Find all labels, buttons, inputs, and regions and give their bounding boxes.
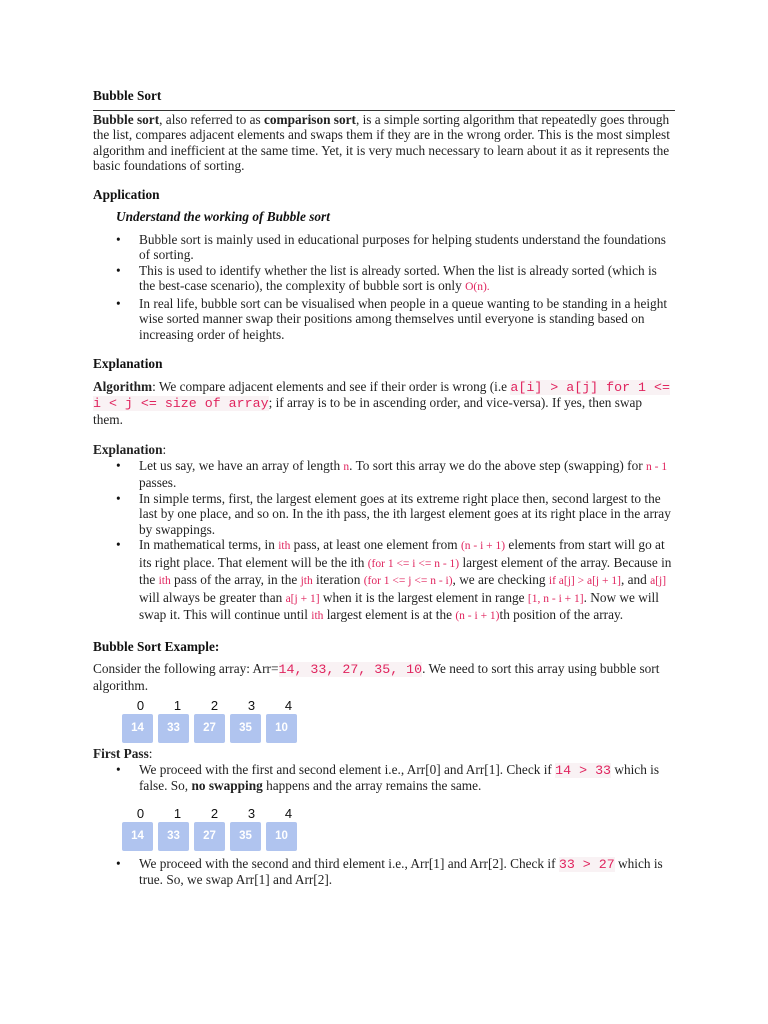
list-item: • In real life, bubble sort can be visualised when people in a queue wanting to be standing in a height wise sorted manner swap their positions among themselves until everyone is standing based on increasing order of heights. [139, 296, 675, 343]
intro-text: , also referred to as [159, 111, 264, 127]
list-item [139, 762, 675, 794]
list-item [139, 537, 675, 625]
heading-colon: : [162, 442, 167, 457]
item-text: This is used to identify whether the list is already sorted. When the list is already sorted (which is the best-case scenario), the complexity of bubble sort is only [139, 262, 657, 293]
article-content [93, 88, 675, 888]
array-index: 0 [136, 698, 145, 713]
array-diagram [122, 698, 675, 743]
item-text: iteration [312, 572, 364, 587]
array-index: 1 [173, 698, 182, 713]
item-text: largest element of the array. Because in the [139, 554, 672, 587]
inline-code: jth [300, 575, 313, 587]
algorithm-code: a[i] > a[j] for 1 <= i < j <= size of array [93, 379, 670, 411]
array-diagram [122, 806, 675, 851]
array-cell: 10 [266, 714, 297, 743]
array-cell: 14 [122, 822, 153, 851]
item-text: We proceed with the first and second element i.e., Arr[0] and Arr[1]. Check if [139, 761, 556, 777]
array-index: 1 [173, 805, 182, 821]
heading-colon: : [148, 746, 153, 761]
array-cell: 14 [122, 714, 153, 743]
array-index: 2 [210, 698, 219, 713]
array-cell: 27 [194, 822, 225, 851]
first-pass-list [93, 762, 675, 794]
inline-code: (for 1 <= i <= n - 1) [367, 557, 460, 570]
inline-code: a[j + 1] [285, 592, 320, 605]
inline-code: (n - i + 1) [460, 540, 506, 552]
array-indices [122, 698, 675, 714]
inline-code: n - 1 [646, 460, 668, 473]
array-cell: 27 [194, 714, 225, 743]
inline-code: if a[j] > a[j + 1] [548, 575, 621, 587]
inline-code: [1, n - i + 1] [527, 592, 584, 605]
item-text: th position of the array. [499, 607, 624, 622]
list-item: • In simple terms, first, the largest element goes at its extreme right place then, second largest to the last by one place, and so on. In the ith pass, the ith largest element goes at its right place in the array by swappings. [139, 491, 675, 538]
first-pass-heading: First Pass [93, 746, 149, 761]
item-text: will always be greater than [139, 589, 286, 605]
inline-code: (n - i + 1) [455, 610, 500, 622]
first-pass-list-continued [93, 856, 675, 888]
explanation2-heading: Explanation [93, 442, 163, 457]
item-text: passes. [139, 475, 177, 490]
explanation-list [93, 458, 675, 625]
no-swapping-bold: no swapping [191, 778, 263, 793]
item-text: We proceed with the second and third element i.e., Arr[1] and Arr[2]. Check if [139, 855, 559, 871]
inline-code: ith [158, 575, 171, 587]
array-cell: 10 [266, 822, 297, 851]
explanation-heading: Explanation [93, 356, 163, 371]
array-index: 2 [210, 805, 219, 821]
page-title: Bubble Sort [93, 88, 675, 111]
array-index: 4 [284, 698, 293, 713]
example-text: Consider the following array: Arr= [93, 661, 279, 676]
item-text: Let us say, we have an array of length [139, 457, 344, 473]
array-cells [122, 822, 675, 851]
item-text: happens and the array remains the same. [262, 778, 482, 793]
item-text: In mathematical terms, in [139, 537, 279, 552]
array-index: 3 [247, 805, 256, 821]
item-text: which is true. So, we swap Arr[1] and Arr[2]. [139, 855, 663, 887]
array-cells [122, 714, 675, 743]
explanation2-heading-line [93, 442, 675, 458]
inline-code: 14 > 33 [555, 762, 612, 778]
array-index: 0 [136, 805, 145, 821]
list-item: • Bubble sort is mainly used in educational purposes for helping students understand the foundations of sorting. [139, 232, 675, 263]
array-cell: 33 [158, 822, 189, 851]
example-array-code: 14, 33, 27, 35, 10 [278, 662, 423, 677]
example-text: . We need to sort this array using bubble sort algorithm. [93, 661, 660, 693]
inline-code: a[j] [650, 575, 667, 587]
inline-code: ith [311, 610, 324, 622]
array-indices [122, 806, 675, 822]
item-text: pass, at least one element from [290, 537, 461, 552]
item-text: pass of the array, in the [170, 572, 301, 587]
application-heading: Application [93, 186, 160, 202]
item-text: . To sort this array we do the above step (swapping) for [349, 457, 646, 473]
array-cell: 35 [230, 714, 261, 743]
intro-text: , is a simple sorting algorithm that repeatedly goes through the list, compares adjacent elements and swaps them if they are in the wrong order. This is the most simplest algorithm and inefficient at the same time. Yet, it is very much necessary to learn about it as it represents the basic foundations of sorting. [93, 111, 670, 173]
item-text: which is false. So, [139, 761, 660, 793]
array-cell: 35 [230, 822, 261, 851]
inline-code: 33 > 27 [558, 856, 615, 872]
example-paragraph [93, 661, 675, 693]
item-text: when it is the largest element in range [319, 589, 528, 605]
array-index: 4 [284, 805, 293, 821]
intro-term-comparison-sort: comparison sort [264, 111, 356, 127]
item-text: . Now we will swap it. This will continue until [139, 589, 659, 622]
algorithm-text: ; if array is to be in ascending order, and vice-versa). If yes, then swap them. [93, 395, 643, 427]
intro-paragraph [93, 112, 675, 174]
list-item [139, 263, 675, 296]
item-text: elements from start will go at its right place. That element will be the ith [139, 537, 665, 570]
list-item [139, 458, 675, 491]
inline-code: n [343, 460, 350, 473]
array-cell: 33 [158, 714, 189, 743]
intro-term-bubble-sort: Bubble sort [93, 111, 160, 127]
inline-code: ith [278, 540, 291, 552]
algorithm-paragraph [93, 379, 675, 428]
list-item [139, 856, 675, 888]
example-heading: Bubble Sort Example: [93, 638, 220, 654]
algorithm-label: Algorithm [93, 378, 153, 394]
application-subheading: Understand the working of Bubble sort [116, 209, 330, 224]
array-index: 3 [247, 698, 256, 713]
application-list [93, 232, 675, 343]
algorithm-text: : We compare adjacent elements and see if their order is wrong (i.e [152, 378, 511, 394]
first-pass-heading-line [93, 746, 675, 762]
item-text: largest element is at the [323, 607, 456, 622]
complexity-code: O(n). [465, 281, 490, 293]
inline-code: (for 1 <= j <= n - i) [363, 575, 453, 587]
item-text: , we are checking [452, 572, 549, 587]
item-text: , and [620, 572, 651, 587]
